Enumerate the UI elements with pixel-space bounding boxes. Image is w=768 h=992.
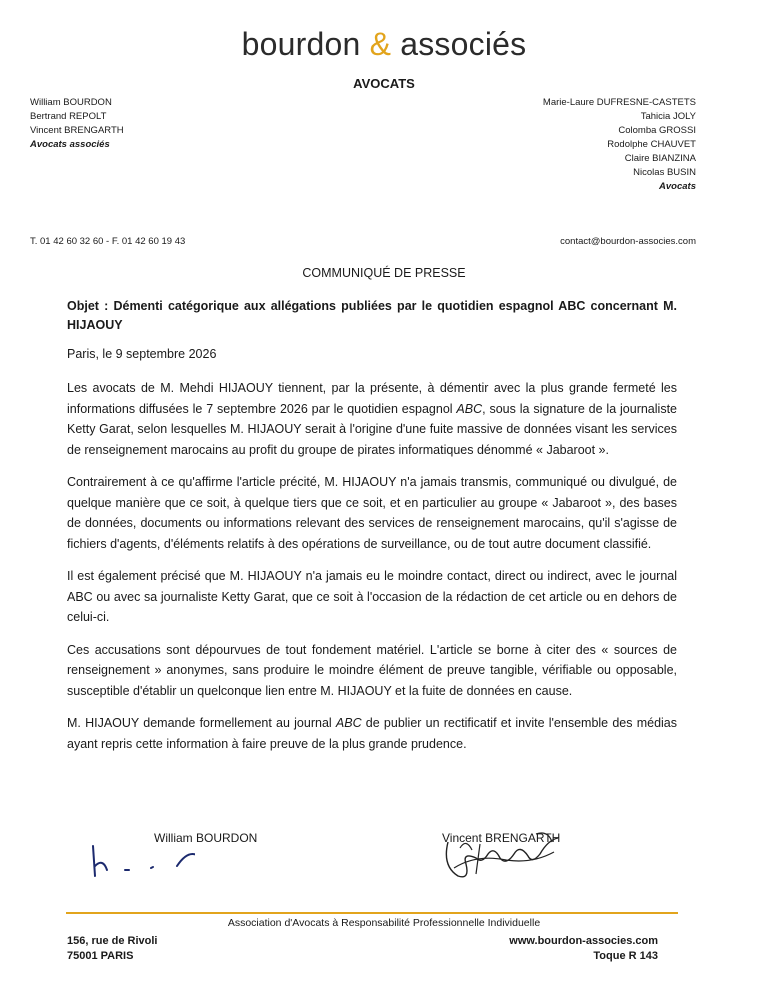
office-address <box>67 934 157 964</box>
paragraph-text: de publier un rectificatif et invite l'ensemble des médias ayant repris cette information à faire preuve de la plus grande prudence. <box>67 716 677 751</box>
lawyer-name: Rodolphe CHAUVET <box>607 139 696 150</box>
contact-email: contact@bourdon-associes.com <box>560 236 696 247</box>
firm-ampersand: & <box>369 26 392 62</box>
signature-2-handwritten <box>436 824 566 884</box>
address-city: 75001 PARIS <box>67 950 134 962</box>
lawyer-name: Marie-Laure DUFRESNE-CASTETS <box>542 97 696 108</box>
paragraph-text: M. HIJAOUY demande formellement au journal <box>67 716 336 730</box>
document-heading: COMMUNIQUÉ DE PRESSE <box>302 266 466 280</box>
toque-number: Toque R 143 <box>593 950 658 962</box>
partners-left <box>30 96 124 152</box>
partners-right <box>543 96 696 194</box>
signatory-1-name: William BOURDON <box>154 831 258 845</box>
website-link[interactable]: www.bourdon-associes.com <box>509 935 658 947</box>
partners-role: Avocats associés <box>30 139 110 150</box>
lawyer-name: Claire BIANZINA <box>624 153 696 164</box>
firm-subtitle: AVOCATS <box>353 76 415 91</box>
footer-divider <box>66 912 678 914</box>
firm-logo <box>0 26 768 63</box>
dateline: Paris, le 9 septembre 2026 <box>67 347 217 361</box>
document-subject: Objet : Démenti catégorique aux allégations publiées par le quotidien espagnol ABC concernant M. HIJAOUY <box>67 299 677 332</box>
lawyer-name: Tahicia JOLY <box>640 111 696 122</box>
partner-name: Vincent BRENGARTH <box>30 125 124 136</box>
association-type: Association d'Avocats à Responsabilité Professionnelle Individuelle <box>227 917 541 929</box>
paragraph-5 <box>67 713 677 754</box>
paragraph-2: Contrairement à ce qu'affirme l'article précité, M. HIJAOUY n'a jamais transmis, communiqué ou divulgué, de quelque manière que ce soit, à quelque tiers que ce soit, et en particulier au groupe « Jabaroot », des bases de données, documents ou informations relevant des services de renseignement marocains, qu'il s'agisse de fichiers d'agents, d'éléments relatifs à des opérations de surveillance, ou de tout autre document classifié. <box>67 475 677 551</box>
lawyers-role: Avocats <box>659 181 696 192</box>
lawyer-name: Colomba GROSSI <box>618 125 696 136</box>
signatory-2-name: Vincent BRENGARTH <box>442 831 561 845</box>
newspaper-name: ABC <box>335 716 362 730</box>
phone-fax: T. 01 42 60 32 60 - F. 01 42 60 19 43 <box>30 236 186 247</box>
address-street: 156, rue de Rivoli <box>67 935 158 947</box>
paragraph-text: , sous la signature de la journaliste Ketty Garat, selon lesquelles M. HIJAOUY serait à l'origine d'une fuite massive de données visant les services de renseignement marocains au profit du groupe de pirates informatiques dénommé « Jabaroot ». <box>67 401 677 457</box>
paragraph-3: Il est également précisé que M. HIJAOUY n'a jamais eu le moindre contact, direct ou indirect, avec le journal ABC ou avec sa journaliste Ketty Garat, que ce soit à l'occasion de la rédaction de cet article ou en dehors de celui-ci. <box>67 569 677 624</box>
footer-right <box>509 934 658 964</box>
lawyer-name: Nicolas BUSIN <box>633 167 696 178</box>
firm-name-part1: bourdon <box>241 26 361 62</box>
paragraph-4: Ces accusations sont dépourvues de tout fondement matériel. L'article se borne à citer des « sources de renseignement » anonymes, sans produire le moindre élément de preuve tangible, vérifiable ou opposable, susceptible d'établir un quelconque lien entre M. HIJAOUY et la fuite de données en cause. <box>67 642 677 698</box>
firm-name-part2: associés <box>400 26 527 62</box>
paragraph-1 <box>67 378 677 460</box>
partner-name: William BOURDON <box>30 97 112 108</box>
signature-1-handwritten <box>85 836 195 881</box>
paragraph-text: Les avocats de M. Mehdi HIJAOUY tiennent, par la présente, à démentir avec la plus grande fermeté les informations diffusées le 7 septembre 2026 par le quotidien espagnol <box>67 381 677 416</box>
document-body <box>67 378 677 766</box>
newspaper-name: ABC <box>456 401 483 416</box>
partner-name: Bertrand REPOLT <box>30 111 107 122</box>
